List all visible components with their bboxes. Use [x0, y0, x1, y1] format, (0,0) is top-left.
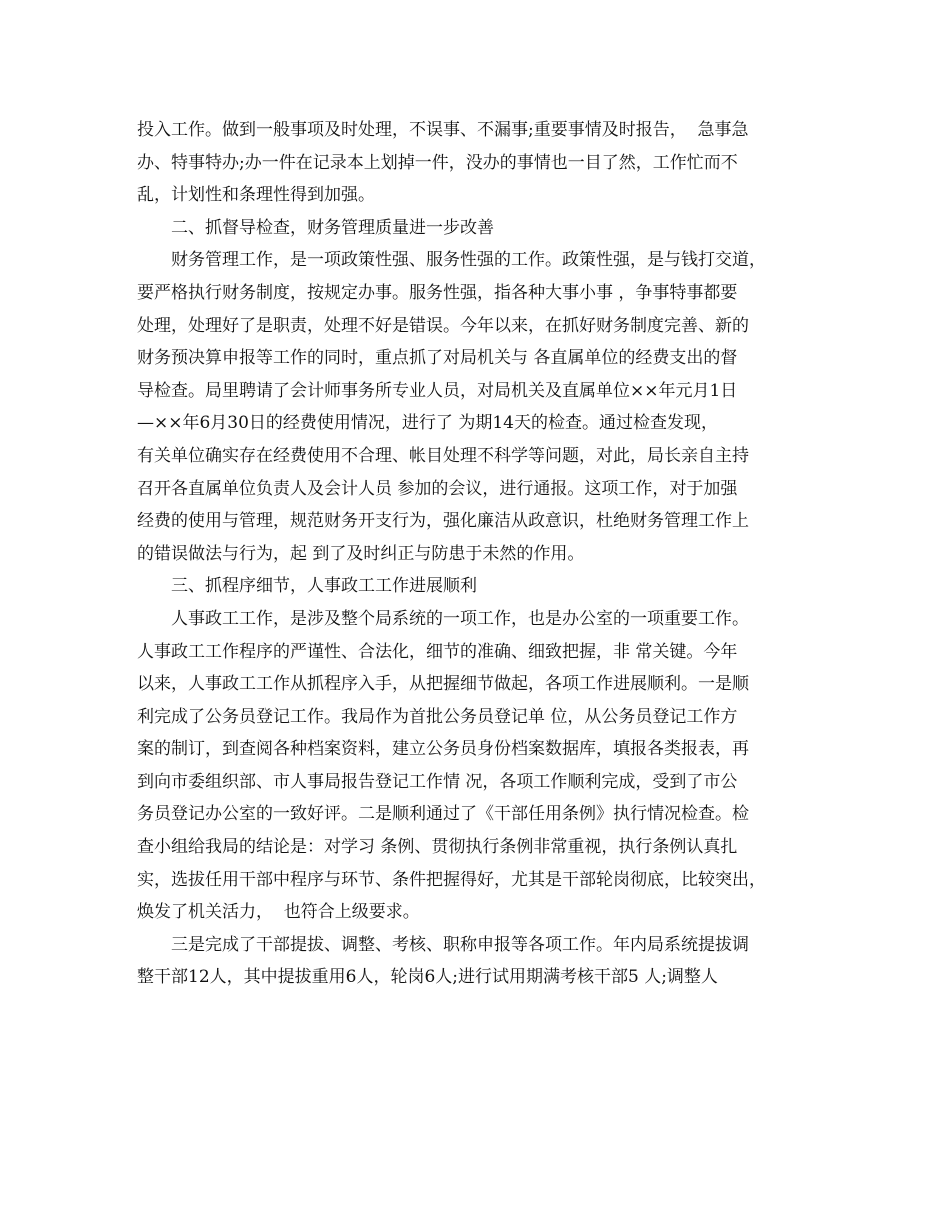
text-line: 财务预决算申报等工作的同时，重点抓了对局机关与 各直属单位的经费支出的督	[137, 348, 738, 369]
text-line: 实，选拔任用干部中程序与环节、条件把握得好，尤其是干部轮岗彻底，比较突出，	[137, 869, 766, 890]
text-line: 焕发了机关活力， 也符合上级要求。	[137, 902, 420, 923]
text-line: 查小组给我局的结论是：对学习 条例、贯彻执行条例非常重视，执行条例认真扎	[137, 837, 738, 858]
text-line: 要严格执行财务制度，按规定办事。服务性强，指各种大事小事 ，争事特事都要	[137, 282, 738, 303]
text-line: 经费的使用与管理，规范财务开支行为，强化廉洁从政意识，杜绝财务管理工作上	[137, 511, 749, 532]
text-line: 乱，计划性和条理性得到加强。	[137, 185, 375, 206]
text-line: 二、抓督导检查，财务管理质量进一步改善	[171, 217, 494, 238]
text-line: 三、抓程序细节，人事政工工作进展顺利	[171, 576, 477, 597]
text-line: 办、特事特办;办一件在记录本上划掉一件，没办的事情也一目了然，工作忙而不	[137, 152, 738, 173]
text-line: 务员登记办公室的一致好评。二是顺利通过了《干部任用条例》执行情况检查。检	[137, 804, 749, 825]
text-line: 导检查。局里聘请了会计师事务所专业人员，对局机关及直属单位××年元月1日	[137, 380, 738, 401]
text-line: 投入工作。做到一般事项及时处理，不误事、不漏事;重要事情及时报告， 急事急	[137, 120, 749, 140]
text-line: 人事政工工作程序的严谨性、合法化，细节的准确、细致把握，非 常关键。今年	[137, 641, 738, 662]
text-line: —××年6月30日的经费使用情况，进行了 为期14天的检查。通过检查发现，	[137, 413, 718, 434]
text-line: 到向市委组织部、市人事局报告登记工作情 况，各项工作顺利完成，受到了市公	[137, 771, 738, 792]
text-line: 案的制订，到查阅各种档案资料，建立公务员身份档案数据库，填报各类报表，再	[137, 739, 749, 760]
text-line: 整干部12人，其中提拔重用6人，轮岗6人;进行试用期满考核干部5 人;调整人	[137, 967, 718, 988]
text-line: 三是完成了干部提拔、调整、考核、职称申报等各项工作。年内局系统提拔调	[171, 934, 749, 955]
text-line: 人事政工工作，是涉及整个局系统的一项工作，也是办公室的一项重要工作。	[171, 608, 749, 629]
text-line: 召开各直属单位负责人及会计人员 参加的会议，进行通报。这项工作，对于加强	[137, 478, 738, 499]
text-line: 利完成了公务员登记工作。我局作为首批公务员登记单 位，从公务员登记工作方	[137, 706, 738, 727]
text-line: 的错误做法与行为，起 到了及时纠正与防患于未然的作用。	[137, 543, 585, 564]
text-line: 处理，处理好了是职责，处理不好是错误。今年以来，在抓好财务制度完善、新的	[137, 315, 749, 336]
text-line: 有关单位确实存在经费使用不合理、帐目处理不科学等问题，对此，局长亲自主持	[137, 445, 749, 466]
text-line: 以来，人事政工工作从抓程序入手，从把握细节做起，各项工作进展顺利。一是顺	[137, 674, 749, 695]
document-body	[137, 114, 827, 994]
text-line: 财务管理工作，是一项政策性强、服务性强的工作。政策性强，是与钱打交道，	[171, 250, 766, 271]
